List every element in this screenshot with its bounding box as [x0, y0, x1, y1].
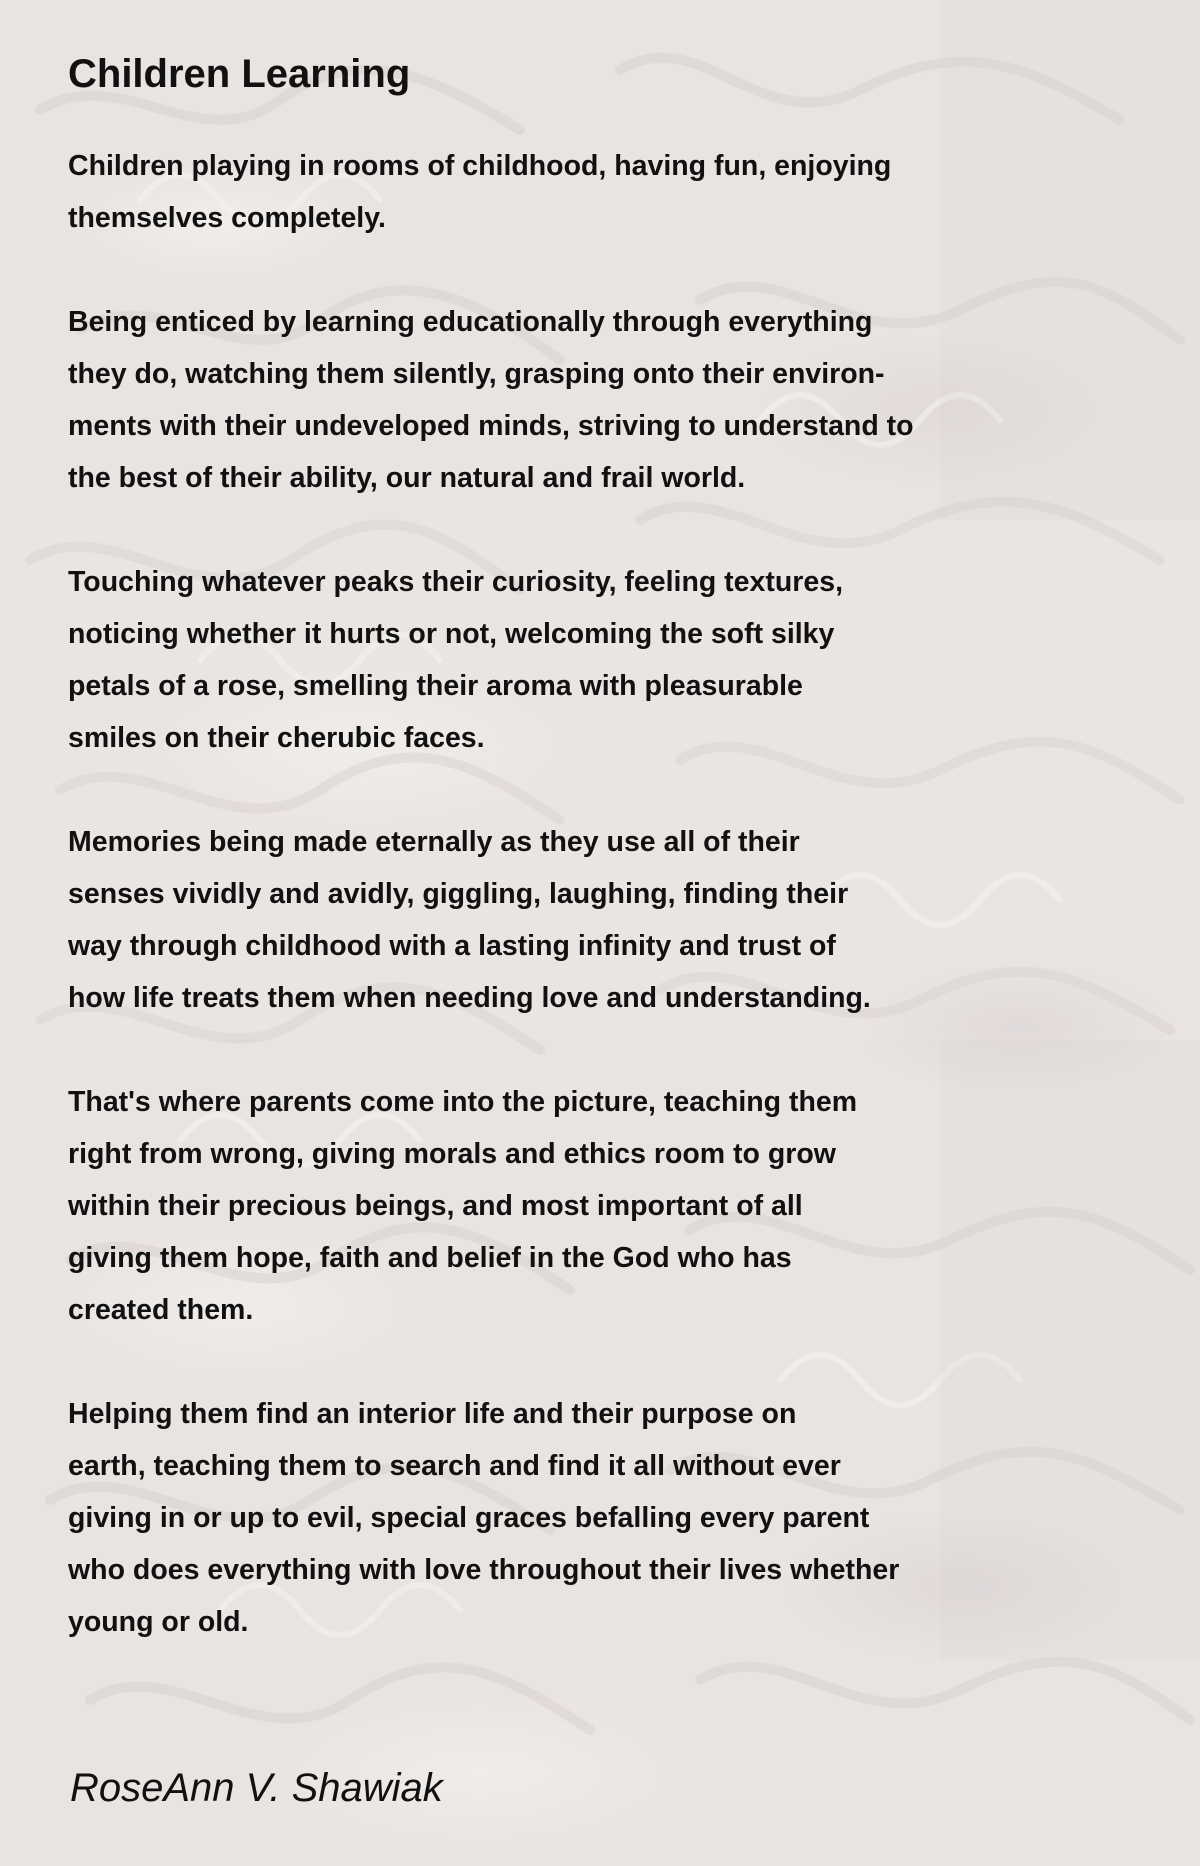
poem-line: Children playing in rooms of childhood, having fun, enjoying — [68, 150, 892, 182]
poem-line: who does everything with love throughout their lives whether — [68, 1554, 900, 1586]
stanza — [68, 1388, 1068, 1648]
poem-title: Children Learning — [68, 52, 411, 96]
stanza — [68, 1076, 1068, 1336]
stanza — [68, 296, 1068, 504]
poem-line: they do, watching them silently, grasping onto their environ- — [68, 358, 885, 390]
poem-line: way through childhood with a lasting infinity and trust of — [68, 930, 836, 962]
poem-line: young or old. — [68, 1606, 249, 1638]
poem-line: giving in or up to evil, special graces befalling every parent — [68, 1502, 870, 1534]
poem-container — [68, 48, 1068, 1700]
poem-line: Touching whatever peaks their curiosity, feeling textures, — [68, 566, 843, 598]
poem-line: That's where parents come into the picture, teaching them — [68, 1086, 858, 1118]
poem-line: how life treats them when needing love and understanding. — [68, 982, 871, 1014]
poem-line: the best of their ability, our natural and frail world. — [68, 462, 746, 494]
poem-line: earth, teaching them to search and find it all without ever — [68, 1450, 841, 1482]
poem-line: smiles on their cherubic faces. — [68, 722, 485, 754]
poem-line: noticing whether it hurts or not, welcoming the soft silky — [68, 618, 835, 650]
poem-line: Being enticed by learning educationally through everything — [68, 306, 873, 338]
poem-line: within their precious beings, and most important of all — [68, 1190, 803, 1222]
poem-line: ments with their undeveloped minds, striving to understand to — [68, 410, 914, 442]
stanza — [68, 140, 1068, 244]
stanza — [68, 816, 1068, 1024]
poem-line: Memories being made eternally as they use all of their — [68, 826, 800, 858]
poem-line: themselves completely. — [68, 202, 386, 234]
poem-line: giving them hope, faith and belief in the God who has — [68, 1242, 792, 1274]
poem-author: RoseAnn V. Shawiak — [70, 1766, 443, 1810]
poem-line: petals of a rose, smelling their aroma with pleasurable — [68, 670, 803, 702]
poem-line: created them. — [68, 1294, 254, 1326]
poem-line: senses vividly and avidly, giggling, laughing, finding their — [68, 878, 849, 910]
poem-line: right from wrong, giving morals and ethics room to grow — [68, 1138, 836, 1170]
poem-line: Helping them find an interior life and their purpose on — [68, 1398, 797, 1430]
stanza — [68, 556, 1068, 764]
